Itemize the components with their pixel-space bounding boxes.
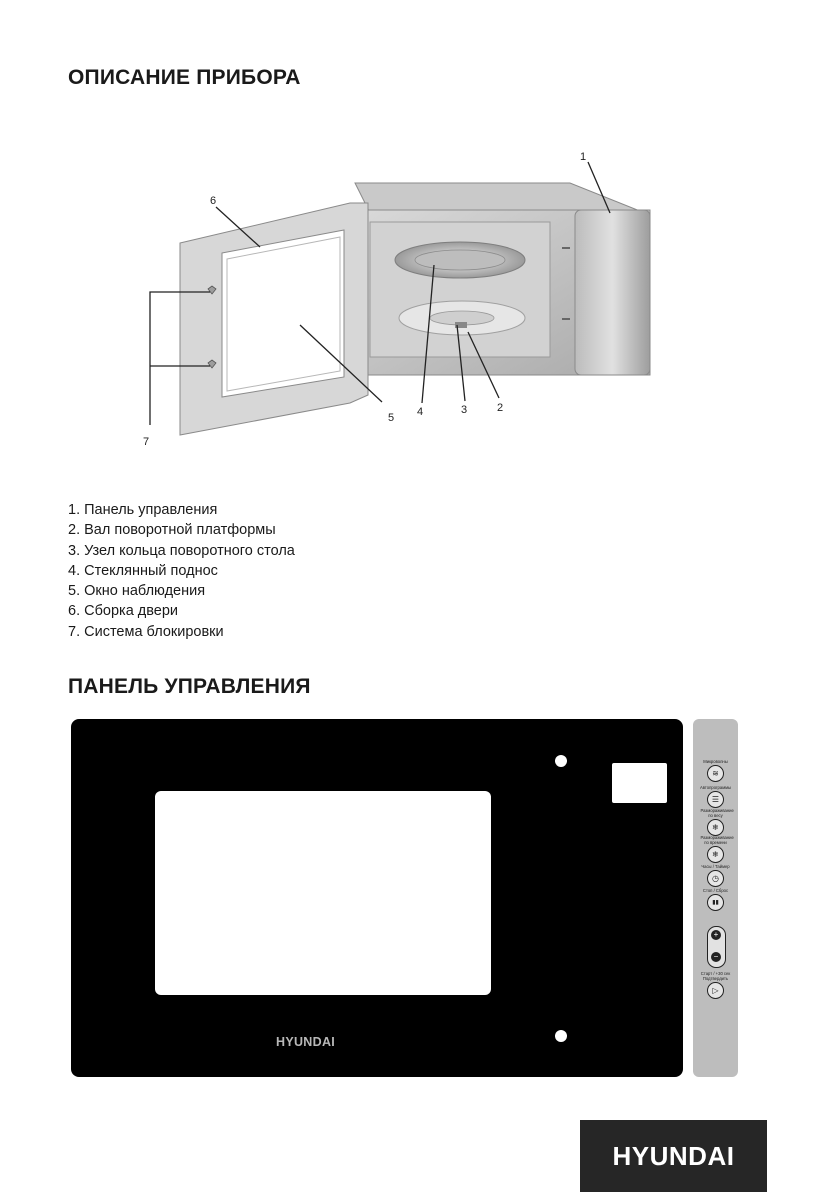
control-defrost-time[interactable] [693,835,738,863]
microwave-front-panel [71,719,683,1077]
plus-icon[interactable]: + [711,930,721,940]
legend-item: 6. Сборка двери [68,603,179,620]
snowflake-clock-icon[interactable]: ❄ [707,846,724,863]
legend-item: 5. Окно наблюдения [68,583,206,600]
adjust-knob[interactable] [707,926,726,968]
parts-legend [68,500,295,642]
legend-item: 2. Вал поворотной платформы [68,522,276,539]
callout-4: 4 [417,406,424,418]
legend-item: 1. Панель управления [68,502,218,518]
menu-list-icon[interactable]: ☰ [707,791,724,808]
control-start[interactable] [693,971,738,999]
clock-icon[interactable]: ◷ [707,870,724,887]
legend-item: 7. Система блокировки [68,623,224,640]
control-stop-reset[interactable] [693,888,738,911]
play-icon[interactable]: ▷ [707,982,724,999]
callout-3: 3 [461,404,468,416]
control-strip [693,719,738,1077]
door-latch-dot-bottom [555,1030,567,1042]
control-label: Микроволны [703,759,728,764]
control-microwave[interactable] [693,759,738,782]
callout-2: 2 [497,402,504,414]
microwave-body [355,183,650,375]
control-defrost-weight[interactable] [693,808,738,836]
section-title-device-description: ОПИСАНИЕ ПРИБОРА [68,66,301,89]
control-clock-timer[interactable] [693,864,738,887]
stop-icon[interactable]: ▮▮ [707,894,724,911]
brand-logo [580,1120,767,1192]
control-label: Старт / +30 сек Подтвердить [700,971,731,981]
callout-7: 7 [143,436,150,448]
panel-brand: HYUNDAI [276,1035,336,1049]
minus-icon[interactable]: − [711,952,721,962]
snowflake-weight-icon[interactable]: ❄ [707,819,724,836]
brand-logo-text: HYUNDAI [612,1140,735,1171]
control-label: Стоп / Сброс [702,888,729,893]
callout-1: 1 [580,151,587,163]
control-label: Размораживание по времени [700,835,734,845]
viewing-window [155,791,491,995]
callout-5: 5 [388,412,395,424]
control-label: Автопрограммы [699,785,731,790]
microwave-diagram [130,135,670,465]
display-screen [612,763,667,803]
legend-item: 3. Узел кольца поворотного стола [68,542,295,559]
wave-lines-icon[interactable]: ≋ [707,765,724,782]
control-label: Часы / Таймер [701,864,730,869]
control-label: Размораживание по весу [700,808,734,818]
control-auto-programs[interactable] [693,785,738,808]
legend-item: 4. Стеклянный поднос [68,562,218,579]
microwave-door [180,203,368,435]
callout-6: 6 [210,195,217,207]
door-latch-dot-top [555,755,567,767]
section-title-control-panel: ПАНЕЛЬ УПРАВЛЕНИЯ [68,675,311,698]
